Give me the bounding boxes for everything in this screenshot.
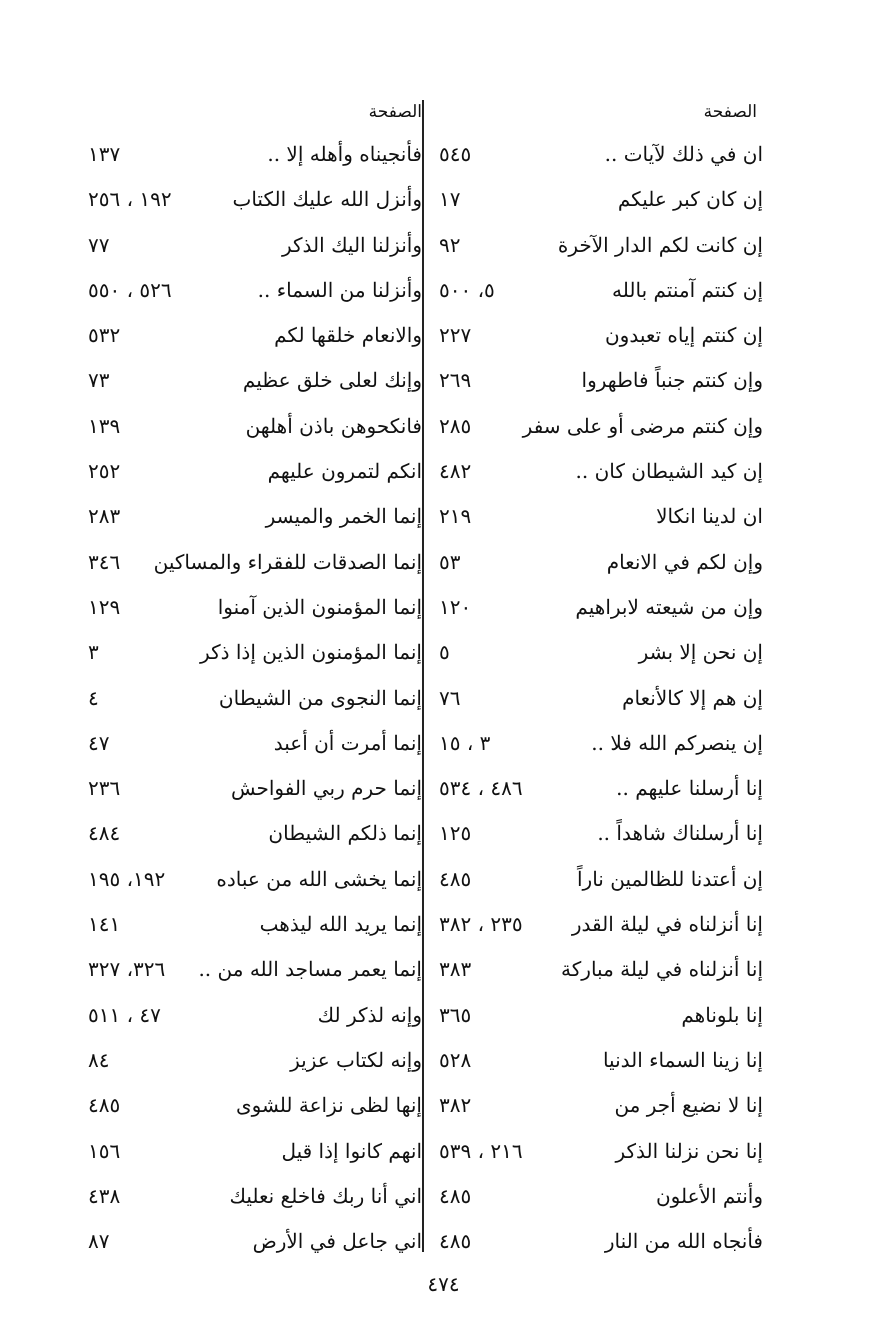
page-reference: ٢٨٥: [439, 413, 472, 438]
verse-text: وإنه لذكر لك: [317, 1002, 422, 1027]
page-reference: ٢٢٧: [439, 323, 472, 348]
page-reference: ٧٧: [88, 232, 110, 257]
verse-text: إنما يخشى الله من عباده: [216, 866, 422, 891]
page-reference: ٢٣٥ ، ٣٨٢: [439, 912, 523, 937]
page-reference: ١٩٢، ١٩٥: [88, 866, 166, 891]
index-entry: [84, 494, 424, 539]
index-entry: [425, 766, 765, 811]
page-reference: ٢٣٦: [88, 776, 121, 801]
verse-text: فانكحوهن باذن أهلهن: [245, 413, 422, 438]
index-entry: [425, 902, 765, 947]
verse-text: وإنه لكتاب عزيز: [290, 1047, 422, 1072]
page-reference: ٣٢٦، ٣٢٧: [88, 957, 166, 982]
page-reference: ٤٣٨: [88, 1183, 121, 1208]
verse-text: فأنجاه الله من النار: [604, 1229, 763, 1254]
index-entry: [425, 585, 765, 630]
page-reference: ٥، ٥٠٠: [439, 277, 495, 302]
page-reference: ٧٦: [439, 685, 461, 710]
page-reference: ٥٢٦ ، ٥٥٠: [88, 277, 172, 302]
verse-text: إنا أنزلناه في ليلة مباركة: [561, 957, 763, 982]
index-entry: [425, 721, 765, 766]
page-reference: ٤٨٦ ، ٥٣٤: [439, 776, 523, 801]
index-entry: [84, 132, 424, 177]
page-reference: ٥٢٨: [439, 1047, 472, 1072]
index-entry: [425, 268, 765, 313]
verse-text: إن هم إلا كالأنعام: [622, 685, 763, 710]
page-reference: ٨٧: [88, 1229, 110, 1254]
page-reference: ٤٨٥: [439, 1183, 472, 1208]
index-entry: [425, 1038, 765, 1083]
verse-text: إنا لا نضيع أجر من: [614, 1093, 763, 1118]
index-entry: [84, 766, 424, 811]
left-entry-list: [84, 132, 424, 1264]
index-entry: [84, 811, 424, 856]
verse-text: وإن كنتم جنباً فاطهروا: [581, 368, 763, 393]
index-entry: [425, 993, 765, 1038]
verse-text: إن كنتم آمنتم بالله: [612, 277, 763, 302]
verse-text: إن أعتدنا للظالمين ناراً: [576, 866, 763, 891]
verse-text: وأنزل الله عليك الكتاب: [232, 187, 422, 212]
page-reference: ١٣٩: [88, 413, 121, 438]
index-entry: [84, 540, 424, 585]
index-entry: [84, 449, 424, 494]
index-entry: [425, 540, 765, 585]
verse-text: انهم كانوا إذا قيل: [281, 1138, 422, 1163]
index-entry: [84, 947, 424, 992]
verse-text: إن كان كبر عليكم: [617, 187, 763, 212]
index-entry: [425, 1219, 765, 1264]
index-entry: [425, 177, 765, 222]
index-entry: [425, 1083, 765, 1128]
page-reference: ١٢٠: [439, 594, 472, 619]
page-reference: ٥: [439, 640, 450, 665]
page-reference: ٢٦٩: [439, 368, 472, 393]
index-entry: [425, 1174, 765, 1219]
page-reference: ٤٨٢: [439, 459, 472, 484]
page-reference: ٣: [88, 640, 99, 665]
index-entry: [425, 313, 765, 358]
index-entry: [425, 494, 765, 539]
page-reference: ٣٨٣: [439, 957, 472, 982]
index-entry: [84, 902, 424, 947]
page-reference: ٢١٩: [439, 504, 472, 529]
verse-text: إنما النجوى من الشيطان: [218, 685, 422, 710]
page-reference: ١٤١: [88, 912, 121, 937]
verse-text: إنما ذلكم الشيطان: [268, 821, 422, 846]
index-entry: [84, 404, 424, 449]
index-entry: [84, 313, 424, 358]
verse-text: اني جاعل في الأرض: [252, 1229, 422, 1254]
page-reference: ٢١٦ ، ٥٣٩: [439, 1138, 523, 1163]
index-entry: [84, 1174, 424, 1219]
verse-text: فأنجيناه وأهله إلا ..: [267, 142, 422, 166]
page-reference: ١٩٢ ، ٢٥٦: [88, 187, 172, 212]
page-reference: ١٥٦: [88, 1138, 121, 1163]
index-entry: [425, 947, 765, 992]
index-entry: [425, 449, 765, 494]
verse-text: إنا زينا السماء الدنيا: [602, 1047, 763, 1072]
index-entry: [84, 993, 424, 1038]
index-entry: [425, 223, 765, 268]
right-entry-list: [425, 132, 765, 1264]
index-entry: [84, 1083, 424, 1128]
page-number: ٤٧٤: [427, 1272, 460, 1296]
verse-text: إنها لظى نزاعة للشوى: [235, 1093, 422, 1118]
index-entry: [84, 1038, 424, 1083]
index-entry: [425, 811, 765, 856]
verse-text: إنا أرسلناك شاهداً ..: [597, 821, 763, 846]
verse-text: وأنزلنا من السماء ..: [257, 277, 422, 302]
page-reference: ١٣٧: [88, 142, 121, 166]
verse-text: إنما أمرت أن أعبد: [273, 730, 422, 755]
verse-text: وإنك لعلى خلق عظيم: [242, 368, 422, 393]
index-entry: [84, 1129, 424, 1174]
index-entry: [84, 268, 424, 313]
page-reference: ٣٨٢: [439, 1093, 472, 1118]
right-column: [425, 92, 765, 1264]
verse-text: إنا أرسلنا عليهم ..: [616, 776, 763, 801]
page-reference: ١٧: [439, 187, 461, 212]
verse-text: إنما حرم ربي الفواحش: [230, 776, 422, 801]
index-entry: [425, 1129, 765, 1174]
verse-text: إن كنتم إياه تعبدون: [604, 323, 763, 348]
verse-text: اني أنا ربك فاخلع نعليك: [229, 1183, 422, 1208]
page-reference: ٥٣: [439, 549, 461, 574]
verse-text: إنا بلوناهم: [681, 1002, 763, 1027]
index-entry: [425, 404, 765, 449]
page-reference: ٤٧: [88, 730, 110, 755]
index-entry: [425, 630, 765, 675]
page-reference: ٣ ، ١٥: [439, 730, 491, 755]
verse-text: وأنتم الأعلون: [655, 1183, 763, 1208]
index-entry: [84, 721, 424, 766]
verse-text: انكم لتمرون عليهم: [267, 459, 422, 484]
page-reference: ٢٨٣: [88, 504, 121, 529]
page-reference: ٤٨٥: [88, 1093, 121, 1118]
verse-text: وإن من شيعته لابراهيم: [575, 594, 763, 619]
verse-text: والانعام خلقها لكم: [274, 323, 422, 348]
page-reference: ٨٤: [88, 1047, 110, 1072]
page-reference: ١٢٥: [439, 821, 472, 846]
left-column: [84, 92, 424, 1264]
index-entry: [84, 358, 424, 403]
index-entry: [84, 585, 424, 630]
index-entry: [425, 132, 765, 177]
verse-text: إن كيد الشيطان كان ..: [575, 459, 763, 484]
index-entry: [425, 358, 765, 403]
index-entry: [84, 857, 424, 902]
page-reference: ٤٨٤: [88, 821, 121, 846]
verse-text: إنما الصدقات للفقراء والمساكين: [153, 549, 422, 574]
page-reference: ٥٤٥: [439, 142, 472, 166]
verse-text: إنما المؤمنون الذين آمنوا: [217, 594, 422, 619]
page-reference: ٤٨٥: [439, 866, 472, 891]
page-reference: ٧٣: [88, 368, 110, 393]
verse-text: ان في ذلك لآيات ..: [604, 142, 763, 166]
verse-text: إنا أنزلناه في ليلة القدر: [571, 912, 763, 937]
page-reference: ٩٢: [439, 232, 461, 257]
verse-text: إنما المؤمنون الذين إذا ذكر: [200, 640, 422, 665]
page-reference: ٤٨٥: [439, 1229, 472, 1254]
verse-text: إنا نحن نزلنا الذكر: [615, 1138, 763, 1163]
verse-text: وإن لكم في الانعام: [606, 549, 763, 574]
index-entry: [425, 857, 765, 902]
index-entry: [84, 223, 424, 268]
index-entry: [84, 177, 424, 222]
index-entry: [425, 676, 765, 721]
page-reference: ٣٦٥: [439, 1002, 472, 1027]
verse-text: وأنزلنا اليك الذكر: [282, 232, 422, 257]
right-column-header: الصفحة: [703, 102, 757, 122]
page-reference: ٤٧ ، ٥١١: [88, 1002, 161, 1027]
page-reference: ١٢٩: [88, 594, 121, 619]
page-reference: ٢٥٢: [88, 459, 121, 484]
index-entry: [84, 676, 424, 721]
verse-text: إنما يريد الله ليذهب: [259, 912, 422, 937]
verse-text: إن نحن إلا بشر: [638, 640, 763, 665]
verse-text: إن ينصركم الله فلا ..: [591, 730, 763, 755]
index-entry: [84, 630, 424, 675]
page-reference: ٤: [88, 685, 99, 710]
verse-text: إنما الخمر والميسر: [265, 504, 422, 529]
page-reference: ٥٣٢: [88, 323, 121, 348]
left-column-header: الصفحة: [368, 102, 422, 122]
verse-text: وإن كنتم مرضى أو على سفر: [522, 413, 763, 438]
verse-text: إنما يعمر مساجد الله من ..: [198, 957, 422, 982]
index-entry: [84, 1219, 424, 1264]
page-reference: ٣٤٦: [88, 549, 121, 574]
verse-text: ان لدينا انكالا: [656, 504, 763, 529]
verse-text: إن كانت لكم الدار الآخرة: [557, 232, 763, 257]
